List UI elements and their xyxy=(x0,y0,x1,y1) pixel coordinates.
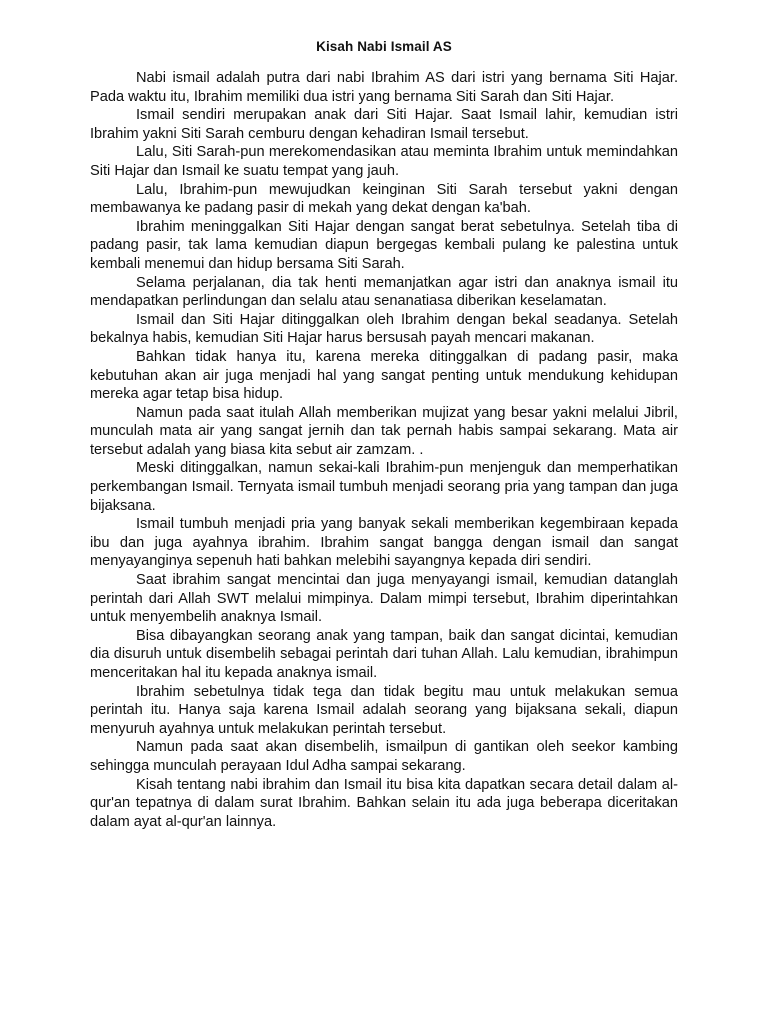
paragraph: Saat ibrahim sangat mencintai dan juga menyayangi ismail, kemudian datanglah perintah dari Allah SWT melalui mimpinya. Dalam mimpi tersebut, Ibrahim diperintahkan untuk menyembelih anaknya Ismail. xyxy=(90,572,678,626)
paragraph: Ibrahim sebetulnya tidak tega dan tidak begitu mau untuk melakukan semua perintah itu. Hanya saja karena Ismail adalah seorang yang bijaksana sekali, diapun menyuruh ayahnya untuk melakukan perintah tersebut. xyxy=(90,683,678,737)
paragraph: Ismail dan Siti Hajar ditinggalkan oleh Ibrahim dengan bekal seadanya. Setelah bekalnya habis, kemudian Siti Hajar harus bersusah payah mencari makanan. xyxy=(90,311,678,347)
paragraph: Namun pada saat itulah Allah memberikan mujizat yang besar yakni melalui Jibril, munculah mata air yang sangat jernih dan tak pernah habis sampai sekarang. Mata air tersebut adalah yang biasa kita sebut air zamzam. . xyxy=(90,404,678,458)
paragraph: Ibrahim meninggalkan Siti Hajar dengan sangat berat sebetulnya. Setelah tiba di padang pasir, tak lama kemudian diapun bergegas kembali pulang ke palestina untuk kembali menemui dan hidup bersama Siti Sarah. xyxy=(90,218,678,272)
paragraph: Bahkan tidak hanya itu, karena mereka ditinggalkan di padang pasir, maka kebutuhan akan air juga menjadi hal yang sangat penting untuk mendukung kehidupan mereka agar tetap bisa hidup. xyxy=(90,348,678,403)
document-title: Kisah Nabi Ismail AS xyxy=(316,39,452,54)
paragraph: Ismail tumbuh menjadi pria yang banyak sekali memberikan kegembiraan kepada ibu dan juga ayahnya ibrahim. Ibrahim sangat bangga dengan ismail dan sangat menyayanginya sepenuh hati bahkan melebihi sayangnya kepada diri sendiri. xyxy=(90,516,678,570)
paragraph: Selama perjalanan, dia tak henti memanjatkan agar istri dan anaknya ismail itu mendapatkan perlindungan dan selalu atau senanatiasa diberikan keselamatan. xyxy=(90,274,678,310)
paragraph: Lalu, Ibrahim-pun mewujudkan keinginan Siti Sarah tersebut yakni dengan membawanya ke padang pasir di mekah yang dekat dengan ka'bah. xyxy=(90,181,678,217)
paragraph: Lalu, Siti Sarah-pun merekomendasikan atau meminta Ibrahim untuk memindahkan Siti Hajar dan Ismail ke suatu tempat yang jauh. xyxy=(90,144,678,179)
paragraph: Meski ditinggalkan, namun sekai-kali Ibrahim-pun menjenguk dan memperhatikan perkembangan Ismail. Ternyata ismail tumbuh menjadi seorang pria yang tampan dan juga bijaksana. xyxy=(90,460,678,514)
paragraph: Nabi ismail adalah putra dari nabi Ibrahim AS dari istri yang bernama Siti Hajar. Pada waktu itu, Ibrahim memiliki dua istri yang bernama Siti Sarah dan Siti Hajar. xyxy=(90,70,678,105)
paragraph: Bisa dibayangkan seorang anak yang tampan, baik dan sangat dicintai, kemudian dia disuruh untuk disembelih sebagai perintah dari tuhan Allah. Lalu kemudian, ibrahimpun menceritakan hal itu kepada anaknya ismail. xyxy=(90,627,678,681)
paragraph: Namun pada saat akan disembelih, ismailpun di gantikan oleh seekor kambing sehingga munculah perayaan Idul Adha sampai sekarang. xyxy=(90,739,678,774)
paragraph: Ismail sendiri merupakan anak dari Siti Hajar. Saat Ismail lahir, kemudian istri Ibrahim yakni Siti Sarah cemburu dengan kehadiran Ismail tersebut. xyxy=(90,107,678,142)
paragraph: Kisah tentang nabi ibrahim dan Ismail itu bisa kita dapatkan secara detail dalam al-qur'an tepatnya di dalam surat Ibrahim. Bahkan selain itu ada juga beberapa diceritakan dalam ayat al-qur'an lainnya. xyxy=(90,776,678,830)
document-page xyxy=(90,38,678,831)
